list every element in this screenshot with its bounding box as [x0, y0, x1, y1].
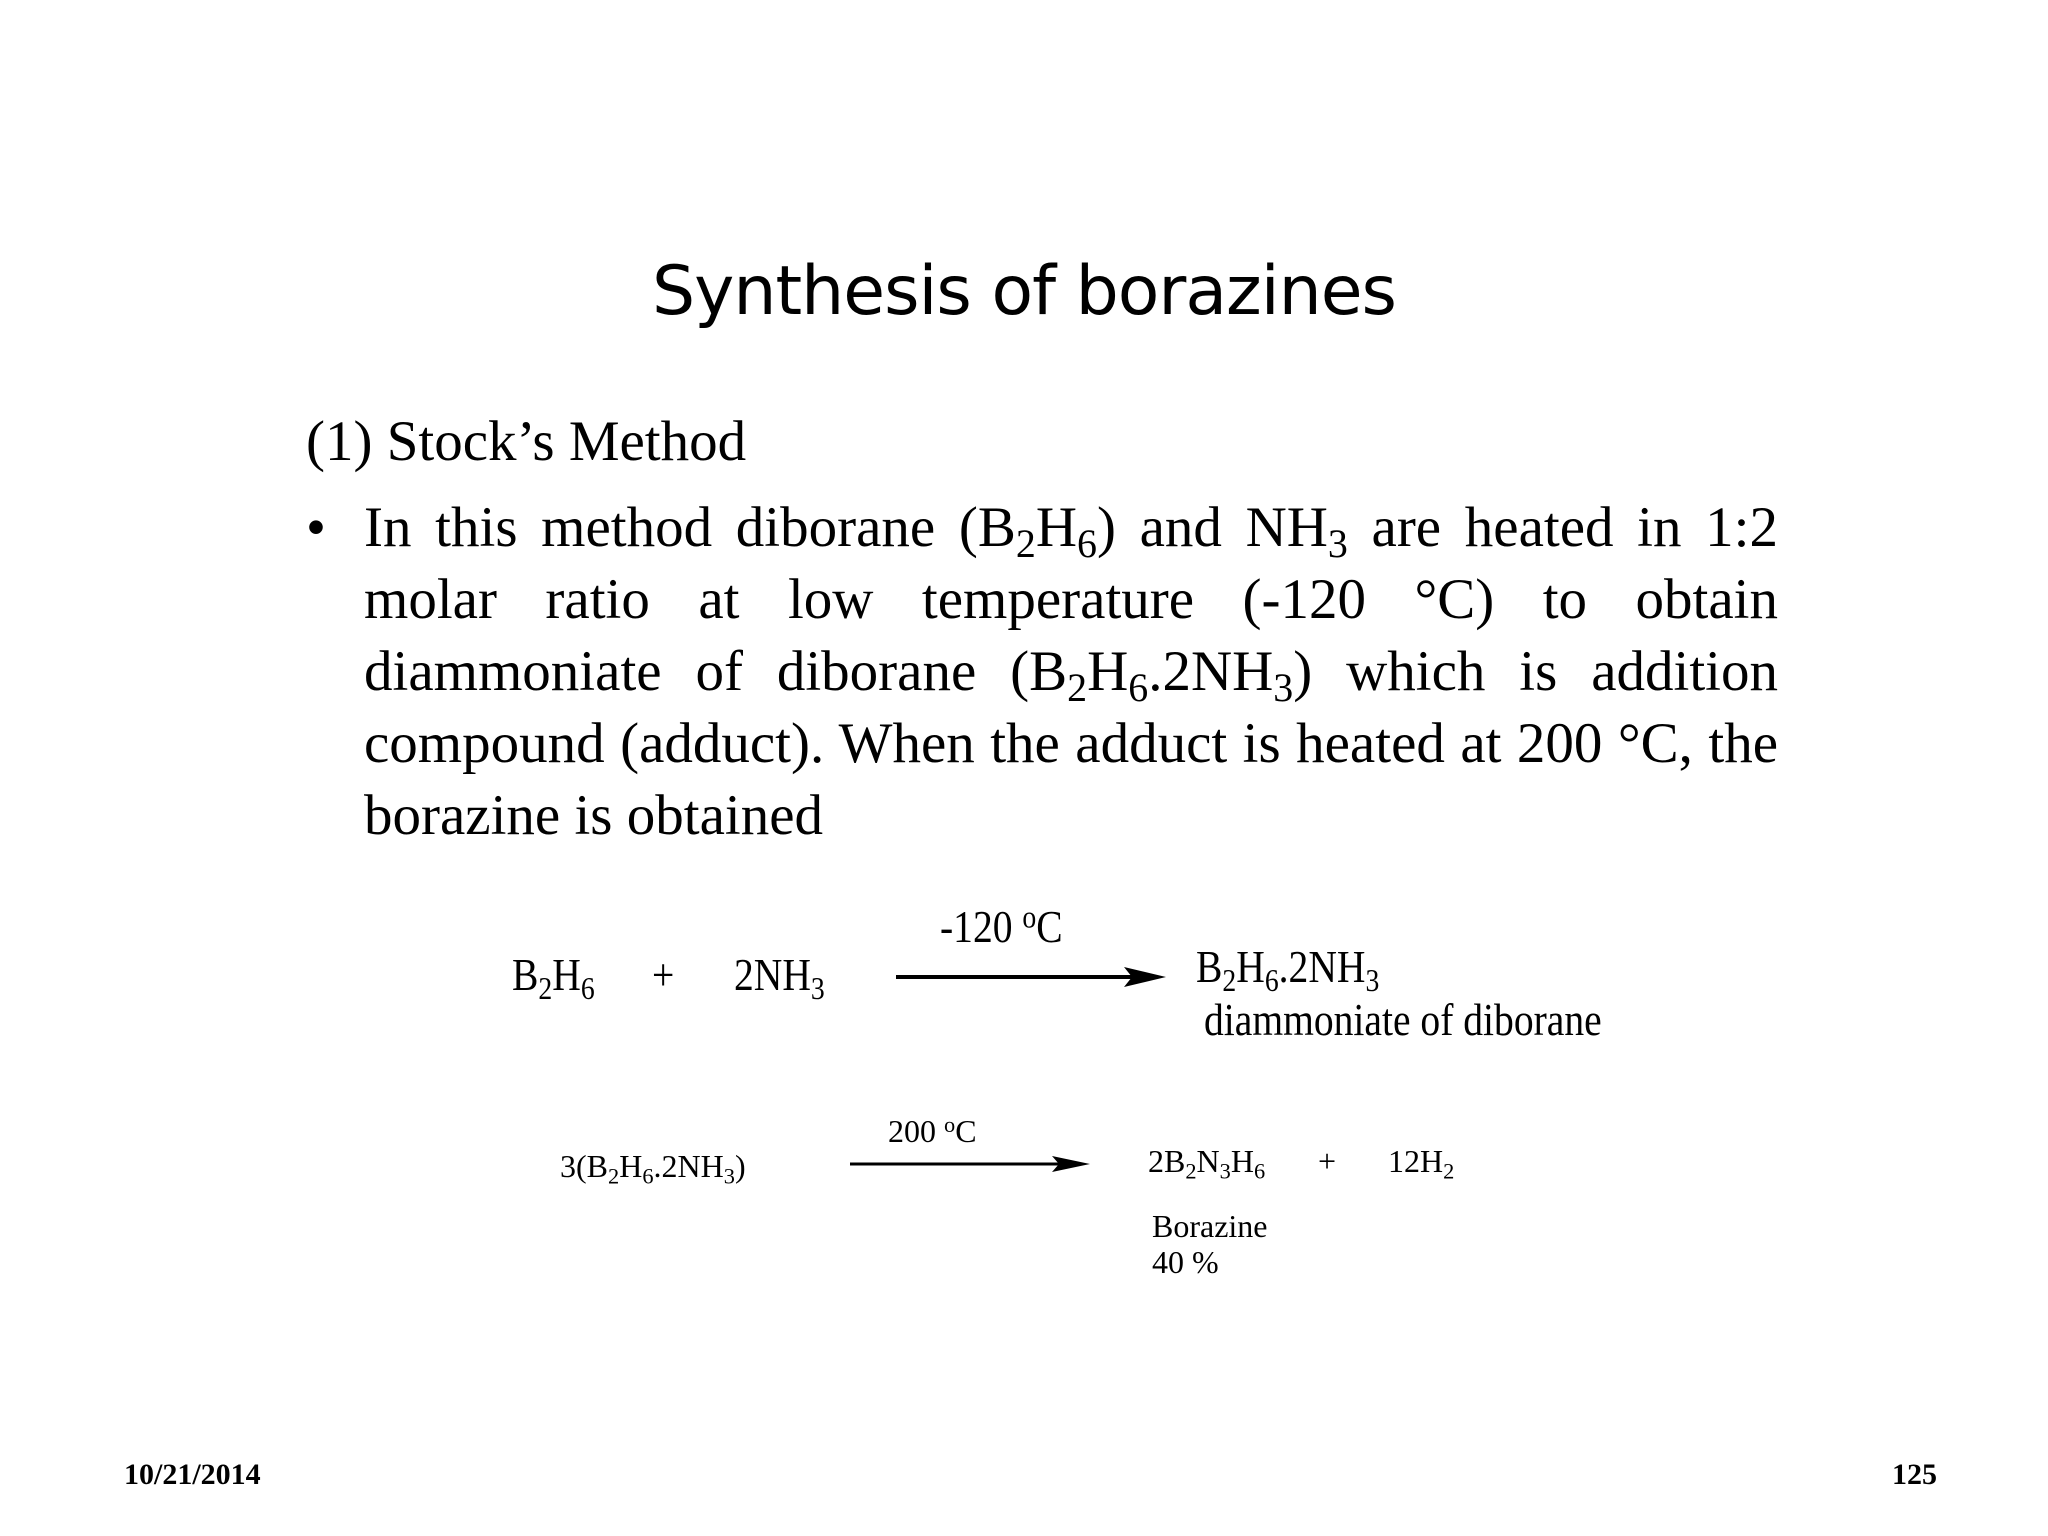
- reaction1-condition: -120 $^o$C: [940, 898, 1063, 952]
- reaction1-product-label: diammoniate of diborane: [1204, 994, 1602, 1045]
- reaction2-product-label: Borazine: [1152, 1208, 1268, 1244]
- bullet-marker: •: [306, 496, 326, 559]
- reaction2-product2: $12H_2$: [1388, 1143, 1455, 1184]
- footer-page-number: 125: [1892, 1458, 1937, 1491]
- reaction1-plus: +: [652, 949, 675, 1000]
- bullet-text: In this method diborane $(B_2H_6)$ and $NH_3$ are heated in 1:2 molar ratio at low temperature (-120 °C) to obtain diammoniate of diborane $(B_2H_6.2NH_3)$ which is addition compound (adduct). When the adduct is heated at 200 °C, the borazine is obtained: [364, 496, 1779, 847]
- reaction1-arrow: [896, 962, 1166, 992]
- reaction1-reactant2: $2NH_3$: [734, 949, 825, 1007]
- reaction2-yield: 40 %: [1152, 1244, 1219, 1280]
- reaction2-plus: +: [1318, 1143, 1337, 1179]
- footer-date: 10/21/2014: [124, 1458, 261, 1491]
- reaction2-product1: $2B_2N_3H_6$: [1148, 1143, 1266, 1184]
- method-heading: (1) Stock’s Method: [306, 410, 747, 473]
- slide-title: Synthesis of borazines: [652, 252, 1396, 331]
- reaction1-reactant1: $B_2H_6$: [512, 949, 595, 1007]
- reaction2-arrow: [850, 1152, 1090, 1176]
- reaction1-product: $B_2H_6.2NH_3$: [1196, 941, 1380, 999]
- reaction2-reactant: $3(B_2H_6.2NH_3)$: [560, 1148, 746, 1189]
- reaction2-condition: 200 $^o$C: [888, 1111, 977, 1149]
